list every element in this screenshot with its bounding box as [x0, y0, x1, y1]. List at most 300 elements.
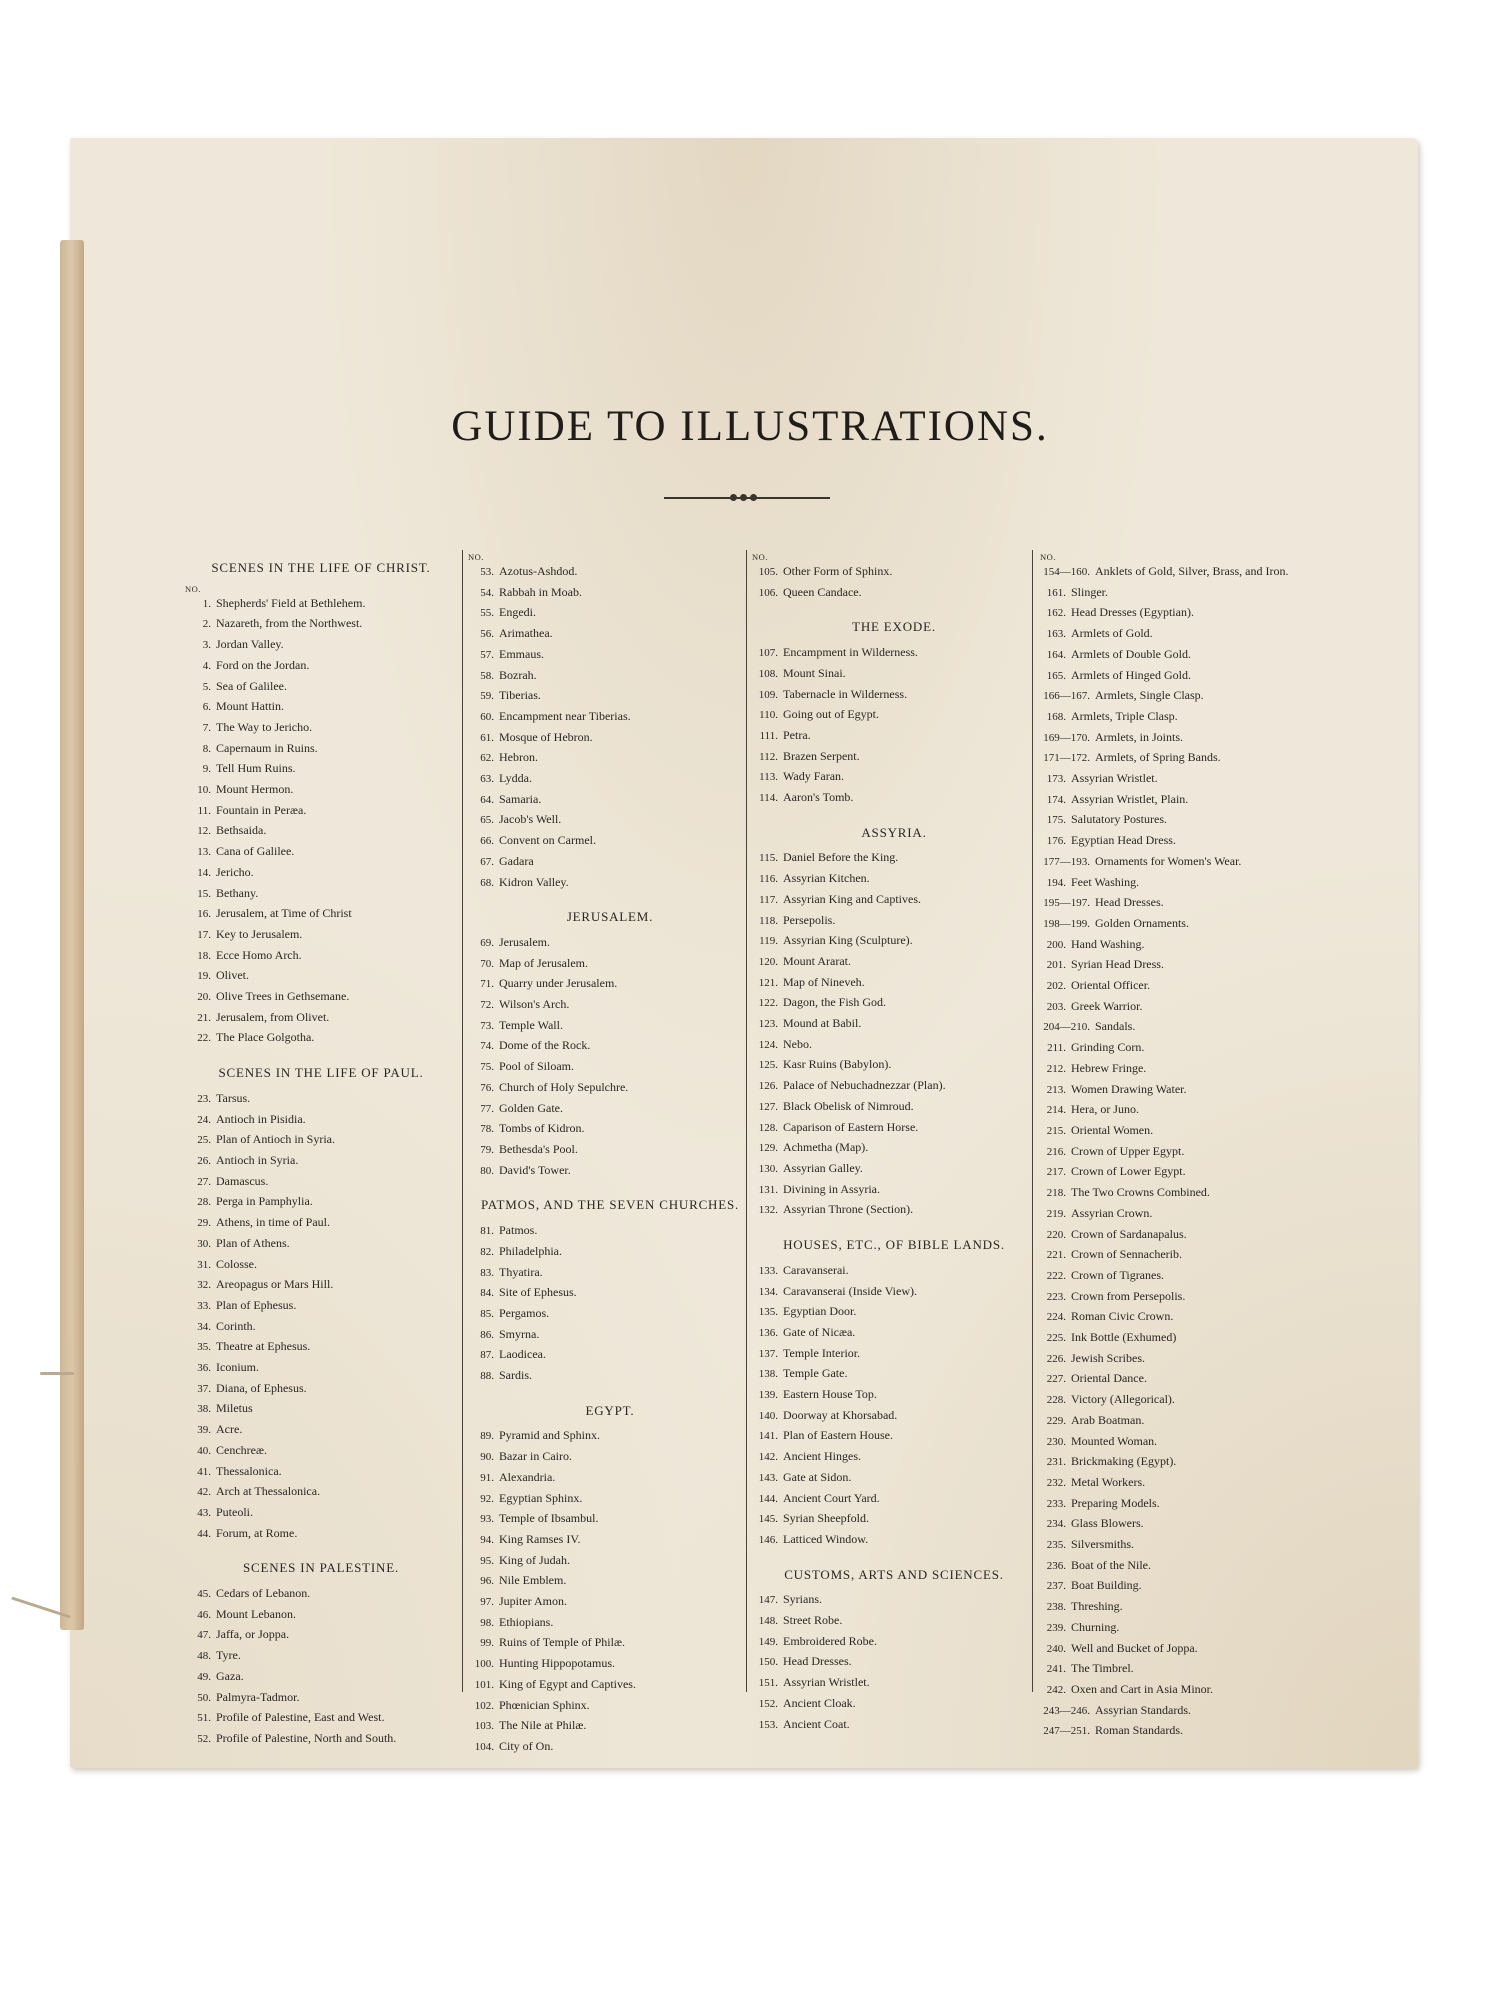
entry-number: 162.: [1046, 607, 1066, 620]
index-entry: [185, 1192, 457, 1213]
entry-title: Gadara: [499, 853, 534, 868]
index-entry: [752, 583, 1036, 604]
entry-number: 149.: [758, 1635, 778, 1648]
entry-number: 32.: [197, 1279, 211, 1292]
entry-number: 60.: [480, 710, 494, 723]
index-entry: [1040, 769, 1340, 790]
entry-title: Head Dresses.: [783, 1654, 852, 1669]
entry-title: Achmetha (Map).: [783, 1140, 869, 1155]
index-entry: [468, 1057, 752, 1078]
index-entry: [1040, 1204, 1340, 1225]
entry-title: Armlets of Double Gold.: [1071, 646, 1191, 661]
entry-title: Slinger.: [1071, 584, 1109, 599]
entry-number: 70.: [480, 957, 494, 970]
entry-title: Grinding Corn.: [1071, 1040, 1145, 1055]
index-entry: [1040, 1162, 1340, 1183]
index-entry: [1040, 1349, 1340, 1370]
entry-number: 56.: [480, 628, 494, 641]
index-entry: [1040, 1432, 1340, 1453]
index-entry: [1040, 1514, 1340, 1535]
entry-title: Embroidered Robe.: [783, 1633, 877, 1648]
entry-number: 174.: [1046, 793, 1066, 806]
entry-title: Plan of Antioch in Syria.: [216, 1132, 335, 1147]
entry-number: 90.: [480, 1451, 494, 1464]
entry-title: Mount Sinai.: [783, 665, 846, 680]
entry-number: 107.: [758, 647, 778, 660]
entry-number: 242.: [1046, 1683, 1066, 1696]
entry-number: 143.: [758, 1471, 778, 1484]
entry-title: David's Tower.: [499, 1162, 571, 1177]
entry-title: Temple Interior.: [783, 1345, 861, 1360]
entry-title: City of On.: [499, 1738, 554, 1753]
entry-number: 115.: [759, 852, 778, 865]
index-entry: [1040, 935, 1340, 956]
entry-title: Emmaus.: [499, 646, 544, 661]
entry-title: Olivet.: [216, 968, 249, 983]
index-entry: [752, 726, 1036, 747]
entry-title: Map of Nineveh.: [783, 974, 865, 989]
index-entry: [468, 1242, 752, 1263]
entry-title: Ink Bottle (Exhumed): [1071, 1330, 1177, 1345]
index-entry: [468, 1551, 752, 1572]
index-entry: [752, 1261, 1036, 1282]
index-entry: [1040, 1017, 1340, 1038]
index-entry: [1040, 562, 1340, 583]
entry-title: The Place Golgotha.: [216, 1030, 315, 1045]
index-entry: [752, 890, 1036, 911]
entry-title: Pergamos.: [499, 1305, 550, 1320]
index-entry: [752, 767, 1036, 788]
index-entry: [1040, 976, 1340, 997]
entry-number: 121.: [758, 976, 778, 989]
index-entry: [185, 1462, 457, 1483]
entry-number: 89.: [480, 1430, 494, 1443]
entry-number: 87.: [480, 1349, 494, 1362]
entry-title: Miletus: [216, 1401, 253, 1416]
index-entry: [185, 614, 457, 635]
entry-number: 91.: [480, 1471, 494, 1484]
entry-title: Jewish Scribes.: [1071, 1350, 1145, 1365]
entry-title: The Two Crowns Combined.: [1071, 1185, 1210, 1200]
index-entry: [185, 801, 457, 822]
entry-number: 241.: [1046, 1663, 1066, 1676]
index-entry: [468, 1633, 752, 1654]
index-entry: [752, 911, 1036, 932]
index-entry: [468, 1099, 752, 1120]
entry-number: 202.: [1046, 980, 1066, 993]
index-entry: [185, 739, 457, 760]
entry-number: 237.: [1046, 1580, 1066, 1593]
entry-number: 163.: [1046, 628, 1066, 641]
index-entry: [1040, 1183, 1340, 1204]
entry-title: Acre.: [216, 1422, 243, 1437]
entry-number: 61.: [480, 731, 494, 744]
entry-title: Preparing Models.: [1071, 1495, 1160, 1510]
entry-number: 13.: [197, 846, 211, 859]
entry-title: Ornaments for Women's Wear.: [1095, 853, 1242, 868]
entry-title: Plan of Ephesus.: [216, 1297, 297, 1312]
index-entry: [185, 1667, 457, 1688]
section-heading: SCENES IN THE LIFE OF CHRIST.: [211, 560, 431, 575]
entry-title: Armlets, of Spring Bands.: [1095, 750, 1221, 765]
index-entry: [752, 1632, 1036, 1653]
entry-title: Tarsus.: [216, 1090, 251, 1105]
entry-number: 74.: [480, 1040, 494, 1053]
entry-title: Ethiopians.: [499, 1614, 554, 1629]
entry-number: 19.: [197, 970, 211, 983]
index-entry: [468, 1283, 752, 1304]
index-entry: [185, 821, 457, 842]
entry-number: 51.: [197, 1712, 211, 1725]
entry-number: 114.: [759, 792, 778, 805]
entry-title: Persepolis.: [783, 912, 836, 927]
entry-title: Thessalonica.: [216, 1463, 282, 1478]
entry-number: 15.: [197, 887, 211, 900]
entry-number: 80.: [480, 1164, 494, 1177]
entry-number: 240.: [1046, 1642, 1066, 1655]
index-entry: [468, 1366, 752, 1387]
entry-number: 120.: [758, 955, 778, 968]
entry-number: 133.: [758, 1264, 778, 1277]
index-entry: [468, 1675, 752, 1696]
entry-number: 151.: [758, 1677, 778, 1690]
section-heading: JERUSALEM.: [566, 909, 654, 925]
index-entry: [752, 1055, 1036, 1076]
entry-title: Hera, or Juno.: [1071, 1102, 1139, 1117]
entry-number: 79.: [480, 1143, 494, 1156]
entry-number: 230.: [1046, 1435, 1066, 1448]
entry-title: Azotus-Ashdod.: [499, 564, 578, 578]
entry-number: 59.: [480, 690, 494, 703]
entry-number: 53.: [480, 566, 494, 578]
index-entry: [468, 1654, 752, 1675]
entry-title: Divining in Assyria.: [783, 1181, 881, 1196]
entry-title: Nazareth, from the Northwest.: [216, 616, 363, 631]
entry-number: 52.: [197, 1732, 211, 1745]
index-column: [752, 550, 1036, 1735]
entry-title: Puteoli.: [216, 1504, 254, 1519]
page-title: GUIDE TO ILLUSTRATIONS.: [451, 403, 1049, 450]
section-heading: EGYPT.: [585, 1402, 635, 1418]
index-entry: [1040, 893, 1340, 914]
entry-number: 215.: [1046, 1124, 1066, 1137]
index-entry: [752, 1489, 1036, 1510]
index-entry: [1040, 852, 1340, 873]
index-entry: [1040, 748, 1340, 769]
index-entry: [752, 993, 1036, 1014]
entry-number: 108.: [758, 667, 778, 680]
entry-title: Egyptian Head Dress.: [1071, 833, 1176, 848]
entry-number: 103.: [474, 1720, 494, 1733]
entry-title: Oxen and Cart in Asia Minor.: [1071, 1681, 1213, 1696]
entry-number: 128.: [758, 1121, 778, 1134]
entry-title: Armlets of Gold.: [1071, 626, 1153, 641]
entry-title: Profile of Palestine, North and South.: [216, 1730, 397, 1745]
index-column: [468, 550, 752, 1758]
entry-number: 235.: [1046, 1539, 1066, 1552]
entry-number: 76.: [480, 1081, 494, 1094]
entry-title: Arab Boatman.: [1071, 1412, 1145, 1427]
entry-title: Ancient Hinges.: [783, 1449, 861, 1464]
entry-title: Thyatira.: [499, 1264, 543, 1279]
index-entry: [185, 1213, 457, 1234]
index-entry: [468, 974, 752, 995]
entry-number: 231.: [1046, 1456, 1066, 1469]
index-entry: [185, 1379, 457, 1400]
index-entry: [185, 1420, 457, 1441]
entry-number: 212.: [1046, 1062, 1066, 1075]
index-entry: [752, 1590, 1036, 1611]
entry-number: 204—210.: [1043, 1021, 1090, 1034]
entry-title: Phœnician Sphinx.: [499, 1697, 590, 1712]
entry-title: Antioch in Pisidia.: [216, 1111, 306, 1126]
entry-title: Fountain in Peræa.: [216, 802, 307, 817]
entry-number: 234.: [1046, 1518, 1066, 1531]
entry-number: 73.: [480, 1019, 494, 1032]
entry-number: 176.: [1046, 835, 1066, 848]
index-entry: [752, 1302, 1036, 1323]
index-entry: [1040, 810, 1340, 831]
entry-number: 126.: [758, 1080, 778, 1093]
entry-title: Assyrian Standards.: [1095, 1702, 1191, 1717]
entry-title: Hunting Hippopotamus.: [499, 1656, 615, 1671]
entry-number: 46.: [197, 1608, 211, 1621]
index-entry: [185, 1172, 457, 1193]
entry-number: 168.: [1046, 710, 1066, 723]
entry-number: 177—193.: [1043, 855, 1090, 868]
index-entry: [468, 1078, 752, 1099]
index-entry: [752, 1530, 1036, 1551]
entry-title: Bethsaida.: [216, 823, 267, 838]
entry-title: Cedars of Lebanon.: [216, 1586, 311, 1601]
index-entry: [1040, 1369, 1340, 1390]
entry-number: 33.: [197, 1299, 211, 1312]
entry-number: 66.: [480, 835, 494, 848]
binding-thread: [40, 1372, 74, 1375]
entry-title: Key to Jerusalem.: [216, 926, 303, 941]
entry-title: Jerusalem, from Olivet.: [216, 1009, 330, 1024]
entry-title: Mount Lebanon.: [216, 1606, 296, 1621]
index-entry: [185, 1110, 457, 1131]
index-entry: [752, 1652, 1036, 1673]
entry-number: 122.: [758, 997, 778, 1010]
index-entry: [752, 869, 1036, 890]
entry-number: 9.: [202, 763, 211, 776]
entry-title: Assyrian Kitchen.: [783, 871, 870, 886]
entry-title: Cana of Galilee.: [216, 844, 295, 859]
entry-number: 153.: [758, 1718, 778, 1731]
index-entry: [1040, 1597, 1340, 1618]
index-entry: [468, 1530, 752, 1551]
entry-title: Oriental Dance.: [1071, 1371, 1147, 1386]
entry-title: Convent on Carmel.: [499, 833, 596, 848]
entry-title: Churning.: [1071, 1619, 1120, 1634]
column-divider: [1032, 550, 1033, 1692]
entry-title: Olive Trees in Gethsemane.: [216, 989, 350, 1004]
entry-title: Hebron.: [499, 750, 538, 765]
entry-number: 72.: [480, 999, 494, 1012]
entry-title: Nebo.: [783, 1036, 812, 1051]
index-entry: [468, 686, 752, 707]
index-entry: [1040, 1225, 1340, 1246]
entry-number: 164.: [1046, 648, 1066, 661]
entry-title: Mount Ararat.: [783, 953, 851, 968]
entry-title: Caparison of Eastern Horse.: [783, 1119, 919, 1134]
index-entry: [752, 1715, 1036, 1736]
entry-title: King Ramses IV.: [499, 1531, 581, 1546]
entry-title: Church of Holy Sepulchre.: [499, 1079, 629, 1094]
entry-number: 35.: [197, 1341, 211, 1354]
entry-title: Plan of Athens.: [216, 1235, 290, 1250]
entry-title: Arimathea.: [499, 626, 553, 641]
section-heading: ASSYRIA.: [861, 824, 927, 840]
entry-title: Metal Workers.: [1071, 1474, 1146, 1489]
index-entry: [468, 1345, 752, 1366]
entry-number: 45.: [197, 1588, 211, 1601]
entry-number: 7.: [202, 721, 211, 734]
entry-title: Jacob's Well.: [499, 812, 562, 827]
entry-title: Daniel Before the King.: [783, 850, 899, 865]
entry-number: 42.: [197, 1486, 211, 1499]
entry-number: 44.: [197, 1527, 211, 1540]
entry-title: Armlets of Hinged Gold.: [1071, 667, 1191, 682]
entry-number: 213.: [1046, 1083, 1066, 1096]
entry-number: 88.: [480, 1370, 494, 1383]
entry-number: 65.: [480, 814, 494, 827]
entry-title: Athens, in time of Paul.: [216, 1215, 330, 1230]
index-entry: [752, 1076, 1036, 1097]
entry-title: Assyrian Throne (Section).: [783, 1202, 914, 1217]
index-entry: [752, 1364, 1036, 1385]
index-entry: [185, 1028, 457, 1049]
index-entry: [1040, 686, 1340, 707]
entry-title: Theatre at Ephesus.: [216, 1339, 311, 1354]
entry-title: Eastern House Top.: [783, 1387, 877, 1402]
entry-title: Lydda.: [499, 771, 532, 786]
entry-number: 148.: [758, 1615, 778, 1628]
index-entry: [752, 1385, 1036, 1406]
index-entry: [1040, 645, 1340, 666]
entry-number: 200.: [1046, 938, 1066, 951]
index-entry: [468, 933, 752, 954]
entry-number: 111.: [759, 729, 778, 742]
entry-title: Assyrian Wristlet.: [783, 1675, 870, 1690]
index-entry: [752, 1406, 1036, 1427]
entry-number: 20.: [197, 991, 211, 1004]
entry-title: Gate at Sidon.: [783, 1469, 852, 1484]
entry-number: 138.: [758, 1368, 778, 1381]
index-entry: [1040, 1307, 1340, 1328]
index-entry: [468, 624, 752, 645]
entry-title: Kasr Ruins (Babylon).: [783, 1057, 892, 1072]
index-entry: [185, 1275, 457, 1296]
index-entry: [1040, 997, 1340, 1018]
number-label: NO.: [752, 552, 768, 562]
index-entry: [468, 1613, 752, 1634]
index-entry: [752, 1138, 1036, 1159]
entry-title: Nile Emblem.: [499, 1573, 567, 1588]
entry-number: 142.: [758, 1451, 778, 1464]
entry-number: 50.: [197, 1691, 211, 1704]
entry-number: 34.: [197, 1320, 211, 1333]
index-entry: [185, 1482, 457, 1503]
index-entry: [468, 1737, 752, 1758]
entry-number: 146.: [758, 1533, 778, 1546]
entry-number: 17.: [197, 928, 211, 941]
entry-title: King of Judah.: [499, 1552, 570, 1567]
entry-number: 165.: [1046, 669, 1066, 682]
entry-number: 136.: [758, 1326, 778, 1339]
index-entry: [468, 790, 752, 811]
index-entry: [185, 904, 457, 925]
entry-number: 239.: [1046, 1621, 1066, 1634]
index-entry: [185, 1399, 457, 1420]
entry-title: Black Obelisk of Nimroud.: [783, 1098, 914, 1113]
index-entry: [752, 1282, 1036, 1303]
index-entry: [1040, 1556, 1340, 1577]
entry-title: Egyptian Door.: [783, 1304, 857, 1319]
entry-number: 1.: [202, 597, 211, 610]
entry-title: Ford on the Jordan.: [216, 657, 310, 672]
entry-title: Roman Standards.: [1095, 1723, 1183, 1738]
entry-title: Ecce Homo Arch.: [216, 947, 302, 962]
index-entry: [1040, 1328, 1340, 1349]
index-entry: [468, 1571, 752, 1592]
index-entry: [468, 728, 752, 749]
index-entry: [1040, 1080, 1340, 1101]
entry-title: Boat of the Nile.: [1071, 1557, 1151, 1572]
entry-title: Oriental Officer.: [1071, 978, 1151, 993]
entry-title: Jupiter Amon.: [499, 1594, 567, 1609]
index-entry: [185, 1605, 457, 1626]
entry-number: 31.: [197, 1258, 211, 1271]
entry-number: 175.: [1046, 814, 1066, 827]
index-entry: [468, 1468, 752, 1489]
entry-number: 16.: [197, 908, 211, 921]
entry-number: 145.: [758, 1513, 778, 1526]
entry-title: Mound at Babil.: [783, 1016, 862, 1031]
entry-number: 140.: [758, 1409, 778, 1422]
entry-number: 232.: [1046, 1476, 1066, 1489]
entry-title: Temple of Ibsambul.: [499, 1511, 599, 1526]
index-entry: [1040, 1680, 1340, 1701]
entry-number: 8.: [202, 742, 211, 755]
entry-number: 11.: [197, 804, 211, 817]
entry-number: 101.: [474, 1678, 494, 1691]
entry-number: 95.: [480, 1554, 494, 1567]
entry-title: Encampment near Tiberias.: [499, 708, 631, 723]
index-entry: [1040, 1390, 1340, 1411]
entry-title: Egyptian Sphinx.: [499, 1490, 583, 1505]
entry-number: 211.: [1047, 1042, 1066, 1055]
entry-title: Glass Blowers.: [1071, 1516, 1144, 1531]
entry-number: 22.: [197, 1032, 211, 1045]
index-entry: [185, 842, 457, 863]
entry-number: 117.: [759, 893, 778, 906]
index-entry: [185, 718, 457, 739]
entry-title: Assyrian Crown.: [1071, 1205, 1153, 1220]
section-heading: SCENES IN PALESTINE.: [242, 1560, 399, 1576]
index-entry: [468, 645, 752, 666]
index-entry: [185, 946, 457, 967]
section-heading: HOUSES, ETC., OF BIBLE LANDS.: [783, 1237, 1005, 1253]
index-entry: [468, 1447, 752, 1468]
entry-number: 216.: [1046, 1145, 1066, 1158]
index-entry: [752, 973, 1036, 994]
index-entry: [752, 1180, 1036, 1201]
entry-number: 21.: [197, 1011, 211, 1024]
index-entry: [1040, 831, 1340, 852]
